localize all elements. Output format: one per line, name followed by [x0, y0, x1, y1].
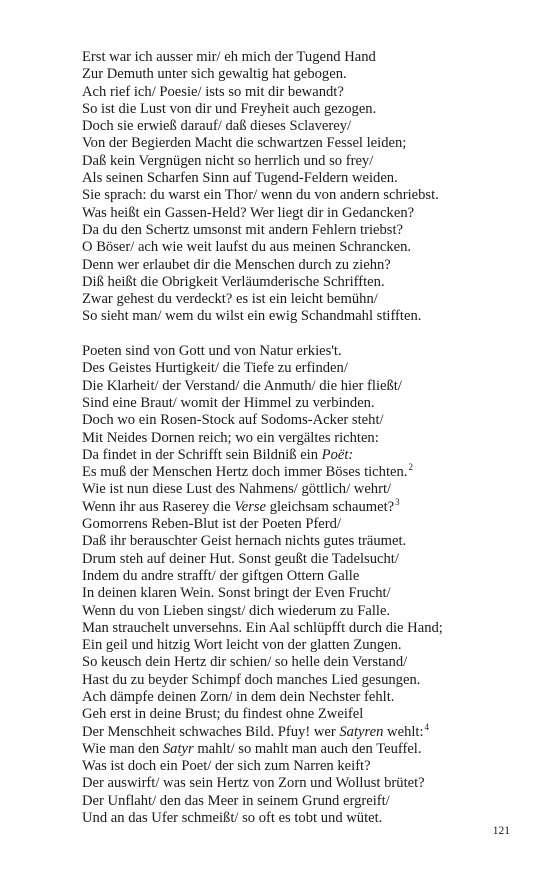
- verse-line: [82, 257, 522, 274]
- verse-line: [82, 118, 522, 135]
- line-text: gleichsam schaumet?: [266, 498, 395, 515]
- page-number: 121: [492, 825, 510, 837]
- verse-line: [82, 706, 522, 723]
- verse-line: [82, 239, 522, 256]
- line-text: Was heißt ein Gassen-Held? Wer liegt dir in Gedancken?: [82, 204, 415, 221]
- verse-line: [82, 496, 522, 516]
- line-text: Wenn ihr aus Raserey die: [82, 498, 235, 515]
- line-text: Wie man den: [82, 740, 163, 757]
- verse-line: [82, 205, 522, 222]
- verse-line: [82, 672, 522, 689]
- line-text: Da findet in der Schrifft sein Bildniß ein: [82, 446, 322, 463]
- line-text: Erst war ich ausser mir/ eh mich der Tugend Hand: [82, 49, 376, 65]
- verse-line: [82, 170, 522, 187]
- line-text: Indem du andre strafft/ der giftgen Ottern Galle: [82, 567, 360, 584]
- verse-line: [82, 758, 522, 775]
- stanza: [82, 49, 522, 326]
- italic-text: Verse: [234, 498, 267, 515]
- line-text: Ein geil und hitzig Wort leicht von der glatten Zungen.: [82, 637, 402, 654]
- line-text: Geh erst in deine Brust; du findest ohne Zweifel: [82, 706, 364, 723]
- line-text: Des Geistes Hurtigkeit/ die Tiefe zu erfinden/: [82, 360, 348, 377]
- line-text: Sie sprach: du warst ein Thor/ wenn du von andern schriebst.: [82, 187, 439, 204]
- line-text: Sind eine Braut/ womit der Himmel zu verbinden.: [82, 394, 375, 411]
- line-text: Doch sie erwieß darauf/ daß dieses Sclaverey/: [82, 118, 352, 135]
- line-text: Der Menschheit schwaches Bild. Pfuy! wer: [82, 723, 340, 740]
- verse-line: [82, 741, 522, 758]
- line-text: Wenn du von Lieben singst/ dich wiederum zu Falle.: [82, 602, 391, 619]
- verse-line: [82, 551, 522, 568]
- line-text: Es muß der Menschen Hertz doch immer Böses tichten.: [82, 464, 408, 481]
- verse-line: [82, 101, 522, 118]
- italic-text: Poët:: [321, 446, 354, 463]
- verse-line: [82, 620, 522, 637]
- verse-line: [82, 291, 522, 308]
- line-text: Zwar gehest du verdeckt? es ist ein leicht bemühn/: [82, 291, 378, 308]
- line-text: Doch wo ein Rosen-Stock auf Sodoms-Acker steht/: [82, 412, 384, 429]
- verse-line: [82, 84, 522, 101]
- verse-line: [82, 378, 522, 395]
- line-text: Von der Begierden Macht die schwartzen Fessel leiden;: [82, 135, 407, 152]
- verse-line: [82, 654, 522, 671]
- line-text: In deinen klaren Wein. Sonst bringt der Even Frucht/: [82, 585, 391, 602]
- line-text: So ist die Lust von dir und Freyheit auch gezogen.: [82, 100, 377, 117]
- verse-line: [82, 775, 522, 792]
- line-text: Zur Demuth unter sich gewaltig hat gebogen.: [82, 66, 347, 83]
- verse-line: [82, 810, 522, 827]
- verse-line: [82, 187, 522, 204]
- footnote-marker: 4: [424, 721, 430, 732]
- line-text: Mit Neides Dornen reich; wo ein vergältes richten:: [82, 429, 379, 446]
- verse-line: [82, 516, 522, 533]
- line-text: Daß kein Vergnügen nicht so herrlich und so frey/: [82, 152, 374, 169]
- line-text: Ach rief ich/ Poesie/ ists so mit dir bewandt?: [82, 83, 344, 100]
- verse-line: [82, 360, 522, 377]
- stanza: [82, 343, 522, 827]
- line-text: Der Unflaht/ den das Meer in seinem Grund ergreift/: [82, 792, 390, 809]
- verse-line: [82, 430, 522, 447]
- line-text: Daß ihr berauschter Geist hernach nichts gutes träumet.: [82, 533, 407, 550]
- line-text: mahlt/ so mahlt man auch den Teuffel.: [193, 740, 422, 757]
- verse-line: [82, 49, 522, 66]
- line-text: Poeten sind von Gott und von Natur erkies't.: [82, 343, 342, 360]
- verse-line: [82, 135, 522, 152]
- verse-line: [82, 603, 522, 620]
- verse-line: [82, 568, 522, 585]
- verse-line: [82, 481, 522, 498]
- verse-line: [82, 412, 522, 429]
- verse-line: [82, 343, 522, 360]
- line-text: Der auswirft/ was sein Hertz von Zorn und Wollust brütet?: [82, 775, 425, 792]
- verse-line: [82, 395, 522, 412]
- verse-line: [82, 153, 522, 170]
- line-text: O Böser/ ach wie weit laufst du aus meinen Schrancken.: [82, 239, 412, 256]
- line-text: Man strauchelt unversehns. Ein Aal schlüpfft durch die Hand;: [82, 619, 443, 636]
- verse-line: [82, 274, 522, 291]
- line-text: Ach dämpfe deinen Zorn/ in dem dein Nechster fehlt.: [82, 688, 395, 705]
- line-text: wehlt:: [383, 723, 424, 740]
- verse-line: [82, 222, 522, 239]
- line-text: Diß heißt die Obrigkeit Verläumderische Schrifften.: [82, 273, 385, 290]
- line-text: Gomorrens Reben-Blut ist der Poeten Pferd/: [82, 516, 341, 533]
- verse-line: [82, 637, 522, 654]
- line-text: So keusch dein Hertz dir schien/ so helle dein Verstand/: [82, 654, 408, 671]
- verse-line: [82, 533, 522, 550]
- line-text: Als seinen Scharfen Sinn auf Tugend-Feldern weiden.: [82, 170, 398, 187]
- verse-line: [82, 464, 522, 481]
- verse-line: [82, 308, 522, 325]
- line-text: Hast du zu beyder Schimpf doch manches Lied gesungen.: [82, 671, 421, 688]
- verse-line: [82, 585, 522, 602]
- verse-line: [82, 447, 522, 464]
- line-text: Die Klarheit/ der Verstand/ die Anmuth/ die hier fließt/: [82, 377, 402, 394]
- verse-line: [82, 793, 522, 810]
- verse-line: [82, 66, 522, 83]
- verse-line: [82, 721, 522, 741]
- line-text: Was ist doch ein Poet/ der sich zum Narren keift?: [82, 758, 371, 775]
- footnote-marker: 3: [395, 496, 400, 507]
- footnote-marker: 2: [408, 462, 413, 473]
- italic-text: Satyren: [339, 723, 384, 740]
- line-text: Denn wer erlaubet dir die Menschen durch zu ziehn?: [82, 256, 391, 273]
- italic-text: Satyr: [162, 740, 194, 757]
- line-text: Wie ist nun diese Lust des Nahmens/ göttlich/ wehrt/: [82, 481, 392, 498]
- line-text: So sieht man/ wem du wilst ein ewig Schandmahl stifften.: [82, 308, 422, 325]
- line-text: Und an das Ufer schmeißt/ so oft es tobt und wütet.: [82, 810, 383, 827]
- line-text: Da du den Schertz umsonst mit andern Fehlern triebst?: [82, 221, 403, 238]
- line-text: Drum steh auf deiner Hut. Sonst geußt die Tadelsucht/: [82, 550, 399, 567]
- poem-text: [82, 49, 522, 827]
- verse-line: [82, 689, 522, 706]
